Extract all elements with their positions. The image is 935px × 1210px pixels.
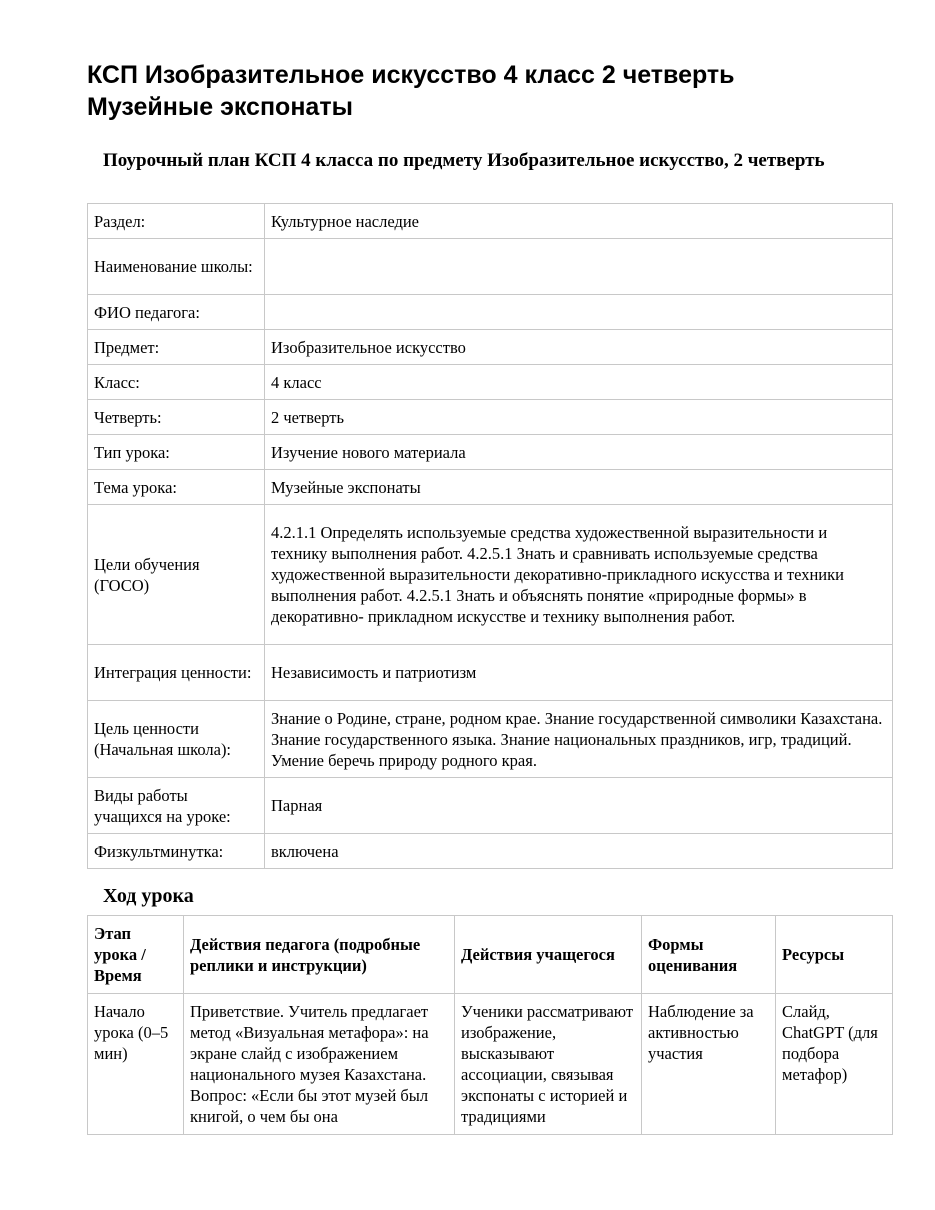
table-row [88, 330, 893, 365]
title-line-2: Музейные экспонаты [87, 93, 353, 121]
title-line-1: КСП Изобразительное искусство 4 класс 2 четверть [87, 61, 735, 89]
table-row [88, 239, 893, 295]
lesson-cell-stage: Начало урока (0–5 мин) [88, 994, 184, 1135]
table-row [88, 834, 893, 869]
info-value: Парная [265, 778, 893, 834]
plan-subtitle: Поурочный план КСП 4 класса по предмету Изобразительное искусство, 2 четверть [103, 150, 825, 171]
info-value [265, 239, 893, 295]
info-value: Культурное наследие [265, 204, 893, 239]
info-value: 4.2.1.1 Определять используемые средства художественной выразительности и технику выполнения работ. 4.2.5.1 Знать и сравнивать используемые средства художественной выразительности декоративно-прикладного искусства и техники выполнения работ. 4.2.5.1 Знать и объяснять понятие «природные формы» в декоративно- прикладном искусстве и технику выполнения работ. [265, 505, 893, 645]
table-row [88, 435, 893, 470]
lesson-cell-student: Ученики рассматривают изображение, высказывают ассоциации, связывая экспонаты с историей и традициями [455, 994, 642, 1135]
info-value: 4 класс [265, 365, 893, 400]
info-table [87, 203, 893, 869]
table-row [88, 778, 893, 834]
info-label: Интеграция ценности: [88, 645, 265, 701]
lesson-cell-assessment: Наблюдение за активностью участия [642, 994, 776, 1135]
info-value: 2 четверть [265, 400, 893, 435]
column-header-resources: Ресурсы [776, 916, 893, 994]
table-row [88, 295, 893, 330]
info-label: Четверть: [88, 400, 265, 435]
table-row [88, 645, 893, 701]
info-value: Независимость и патриотизм [265, 645, 893, 701]
info-value [265, 295, 893, 330]
lesson-table [87, 915, 893, 1135]
info-value: включена [265, 834, 893, 869]
table-row [88, 994, 893, 1135]
table-row [88, 365, 893, 400]
info-label: Цели обучения (ГОСО) [88, 505, 265, 645]
column-header-stage: Этап урока / Время [88, 916, 184, 994]
column-header-assessment: Формы оценивания [642, 916, 776, 994]
info-value: Изучение нового материала [265, 435, 893, 470]
info-label: ФИО педагога: [88, 295, 265, 330]
info-label: Предмет: [88, 330, 265, 365]
info-value: Изобразительное искусство [265, 330, 893, 365]
lesson-cell-teacher: Приветствие. Учитель предлагает метод «Визуальная метафора»: на экране слайд с изображением национального музея Казахстана. Вопрос: «Если бы этот музей был книгой, о чем бы она [184, 994, 455, 1135]
info-label: Тип урока: [88, 435, 265, 470]
table-row [88, 701, 893, 778]
page-title [87, 59, 893, 123]
table-row [88, 505, 893, 645]
info-label: Физкультминутка: [88, 834, 265, 869]
table-header-row [88, 916, 893, 994]
lesson-heading: Ход урока [103, 885, 194, 907]
table-row [88, 470, 893, 505]
table-row [88, 204, 893, 239]
table-row [88, 400, 893, 435]
info-value: Знание о Родине, стране, родном крае. Знание государственной символики Казахстана. Знание государственного языка. Знание национальных праздников, игр, традиций. Умение беречь природу родного края. [265, 701, 893, 778]
info-label: Тема урока: [88, 470, 265, 505]
info-label: Наименование школы: [88, 239, 265, 295]
lesson-cell-resources: Слайд, ChatGPT (для подбора метафор) [776, 994, 893, 1135]
column-header-teacher: Действия педагога (подробные реплики и инструкции) [184, 916, 455, 994]
info-value: Музейные экспонаты [265, 470, 893, 505]
info-label: Раздел: [88, 204, 265, 239]
info-label: Цель ценности (Начальная школа): [88, 701, 265, 778]
info-label: Класс: [88, 365, 265, 400]
info-label: Виды работы учащихся на уроке: [88, 778, 265, 834]
column-header-student: Действия учащегося [455, 916, 642, 994]
